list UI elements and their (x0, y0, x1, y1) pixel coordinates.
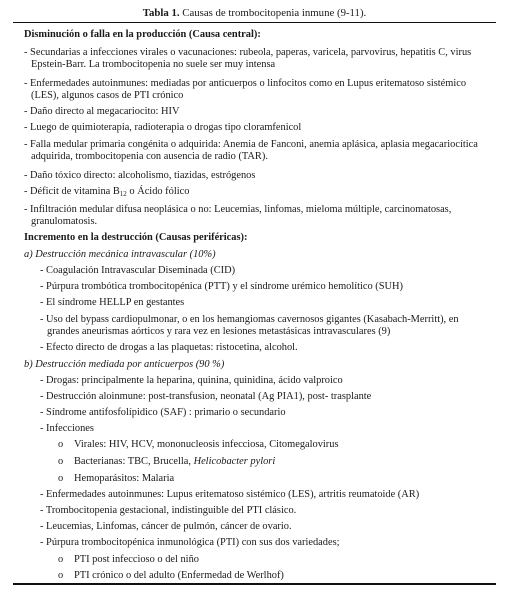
list-item: - Trombocitopenia gestacional, indistinguible del PTI clásico. (40, 505, 297, 516)
list-item-continuation: Epstein-Barr. La trombocitopenia no suele ser muy intensa (31, 59, 276, 70)
list-item: - Efecto directo de drogas a las plaquetas: ristocetina, alcohol. (40, 342, 298, 353)
list-item: - Púrpura trombótica trombocitopénica (PTT) y el síndrome urémico hemolítico (SUH) (40, 281, 404, 292)
sublist-bullet: o (58, 473, 64, 484)
section-heading-peripheral: Incremento en la destrucción (Causas periféricas): (24, 232, 248, 243)
list-item: - Leucemias, Linfomas, cáncer de pulmón, cáncer de ovario. (40, 521, 292, 532)
list-item: - Luego de quimioterapia, radioterapia o drogas tipo cloramfenicol (24, 122, 302, 133)
list-item: - Infiltración medular difusa neoplásica o no: Leucemias, linfomas, mieloma múltiple, carcinomatosas, (24, 204, 452, 215)
sublist-bullet: o (58, 456, 64, 467)
sublist-text: PTI crónico o del adulto (Enfermedad de Werlhof) (74, 570, 284, 581)
list-item: - Enfermedades autoinmunes: Lupus eritematoso sistémico (LES), artritis reumatoide (AR) (40, 489, 420, 500)
list-item: - Enfermedades autoinmunes: mediadas por anticuerpos o linfocitos como en Lupus eritematoso sistémico (24, 78, 467, 89)
sublist-text-row (74, 456, 275, 468)
subsection-heading-antibody: b) Destrucción mediada por anticuerpos (90 %) (24, 359, 225, 370)
sublist-text: Virales: HIV, HCV, mononucleosis infecciosa, Citomegalovirus (74, 439, 339, 450)
section-heading-central: Disminución o falla en la producción (Causa central): (24, 29, 261, 40)
subsection-heading-mechanical: a) Destrucción mecánica intravascular (10%) (24, 249, 216, 260)
table-label: Tabla 1. (142, 7, 180, 19)
list-item: - Daño directo al megacariocito: HIV (24, 106, 180, 117)
list-item-continuation: grandes aneurismas aórticos y rara vez en lesiones metastásicas intravasculares (9) (47, 326, 391, 337)
top-rule (13, 22, 496, 23)
list-item-continuation: granulomatosis. (31, 216, 98, 227)
sublist-italic-text: Helicobacter pylori (193, 456, 276, 467)
list-item: - El síndrome HELLP en gestantes (40, 297, 185, 308)
sublist-bullet: o (58, 570, 64, 581)
document-page (13, 0, 496, 592)
list-item: - Destrucción aloinmune: post-transfusion, neonatal (Ag PIA1), post- trasplante (40, 391, 372, 402)
list-item-continuation: adquirida, trombocitopenia con ausencia de radio (TAR). (31, 151, 268, 162)
vitamin-subscript: 12 (119, 190, 127, 198)
sublist-bullet: o (58, 554, 64, 565)
sublist-text: PTI post infeccioso o del niño (74, 554, 199, 565)
sublist-text: Hemoparásitos: Malaria (74, 473, 175, 484)
list-item: - Coagulación Intravascular Diseminada (CID) (40, 265, 236, 276)
list-item: - Falla medular primaria congénita o adquirida: Anemia de Fanconi, anemia aplásica, aplasia megacariocítica (24, 139, 478, 150)
list-item: - Secundarias a infecciones virales o vacunaciones: rubeola, paperas, varicela, parvovirus, hepatitis C, virus (24, 47, 472, 58)
sublist-bullet: o (58, 439, 64, 450)
vitamin-text-after: o Ácido fólico (126, 186, 190, 197)
table-caption: Causas de trombocitopenia inmune (9-11). (182, 7, 367, 19)
vitamin-text: - Déficit de vitamina B (24, 186, 120, 197)
list-item: - Uso del bypass cardiopulmonar, o en los hemangiomas cavernosos gigantes (Kasabach-Merritt), en (40, 314, 459, 325)
table-title (13, 7, 496, 19)
list-item: - Daño tóxico directo: alcoholismo, tiazidas, estrógenos (24, 170, 256, 181)
list-item-continuation: (LES), algunos casos de PTI crónico (31, 90, 184, 101)
list-item-vitamin (24, 186, 189, 198)
list-item: - Drogas: principalmente la heparina, quinina, quinidina, ácido valproico (40, 375, 343, 386)
sublist-text: Bacterianas: TBC, Brucella, (74, 456, 194, 467)
bottom-rule (13, 583, 496, 585)
list-item: - Infecciones (40, 423, 94, 434)
list-item: - Síndrome antifosfolípidico (SAF) : primario o secundario (40, 407, 286, 418)
list-item: - Púrpura trombocitopénica inmunológica (PTI) con sus dos variedades; (40, 537, 340, 548)
